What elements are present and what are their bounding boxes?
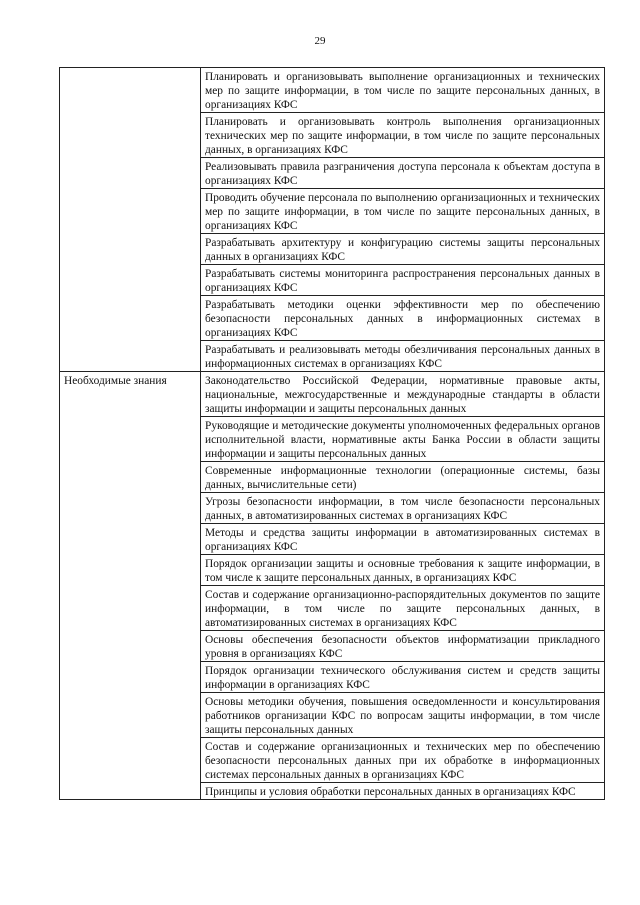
requirement-text: Планировать и организовывать контроль выполнения организационных технических мер по защите информации, в том числе по защите персональных данных, в организациях КФС <box>205 116 600 156</box>
table-row <box>60 68 605 113</box>
section-label-empty <box>60 68 201 372</box>
requirement-text: Разрабатывать системы мониторинга распространения персональных данных в организациях КФС <box>205 268 600 294</box>
requirement-cell <box>201 493 605 524</box>
requirement-text: Основы методики обучения, повышения осведомленности и консультирования работников организации КФС по вопросам защиты информации, в том числе защиты персональных данных <box>205 696 600 736</box>
requirement-text: Порядок организации технического обслуживания систем и средств защиты информации в организациях КФС <box>205 665 600 691</box>
requirement-cell <box>201 113 605 158</box>
requirement-text: Угрозы безопасности информации, в том числе безопасности персональных данных, в автоматизированных системах в организациях КФС <box>205 496 600 522</box>
requirement-text: Порядок организации защиты и основные требования к защите информации, в том числе к защите персональных данных, в организациях КФС <box>205 558 600 584</box>
requirement-cell <box>201 417 605 462</box>
table-row <box>60 372 605 417</box>
requirement-cell <box>201 783 605 800</box>
requirement-cell <box>201 631 605 662</box>
requirement-text: Законодательство Российской Федерации, нормативные правовые акты, национальные, межгосударственные и международные стандарты в области защиты информации и защиты персональных данных <box>205 375 600 415</box>
requirement-cell <box>201 158 605 189</box>
section-label-knowledge: Необходимые знания <box>60 372 201 800</box>
requirement-cell <box>201 693 605 738</box>
requirement-cell <box>201 189 605 234</box>
requirement-cell <box>201 296 605 341</box>
requirement-cell <box>201 738 605 783</box>
requirement-text: Основы обеспечения безопасности объектов информатизации прикладного уровня в организациях КФС <box>205 634 600 660</box>
requirement-cell <box>201 234 605 265</box>
requirement-text: Разрабатывать методики оценки эффективности мер по обеспечению безопасности персональных данных в информационных системах в организациях КФС <box>205 299 600 339</box>
requirement-text: Реализовывать правила разграничения доступа персонала к объектам доступа в организациях КФС <box>205 161 600 187</box>
requirement-text: Принципы и условия обработки персональных данных в организациях КФС <box>205 786 576 798</box>
requirement-cell <box>201 662 605 693</box>
requirement-text: Разрабатывать архитектуру и конфигурацию системы защиты персональных данных в организациях КФС <box>205 237 600 263</box>
requirement-cell <box>201 68 605 113</box>
requirement-cell <box>201 555 605 586</box>
requirement-text: Состав и содержание организационно-распорядительных документов по защите информации, в том числе по защите персональных данных, в автоматизированных системах в организациях КФС <box>205 589 600 629</box>
requirement-text: Состав и содержание организационных и технических мер по обеспечению безопасности персональных данных при их обработке в информационных системах персональных данных в организациях КФС <box>205 741 600 781</box>
requirement-text: Разрабатывать и реализовывать методы обезличивания персональных данных в информационных системах в организациях КФС <box>205 344 600 370</box>
competency-table <box>59 67 605 800</box>
requirement-cell <box>201 341 605 372</box>
requirement-text: Руководящие и методические документы уполномоченных федеральных органов исполнительной власти, нормативные акты Банка России в области защиты информации и защиты персональных данных <box>205 420 600 460</box>
requirement-text: Проводить обучение персонала по выполнению организационных и технических мер по защите информации, в том числе по защите персональных данных, в организациях КФС <box>205 192 600 232</box>
page-number: 29 <box>314 35 326 47</box>
requirement-cell <box>201 372 605 417</box>
requirement-text: Методы и средства защиты информации в автоматизированных системах в организациях КФС <box>205 527 600 553</box>
requirement-cell <box>201 462 605 493</box>
requirement-cell <box>201 265 605 296</box>
requirement-text: Современные информационные технологии (операционные системы, базы данных, вычислительные сети) <box>205 465 600 491</box>
requirement-text: Планировать и организовывать выполнение организационных и технических мер по защите информации, в том числе по защите персональных данных, в организациях КФС <box>205 71 600 111</box>
requirement-cell <box>201 524 605 555</box>
requirement-cell <box>201 586 605 631</box>
